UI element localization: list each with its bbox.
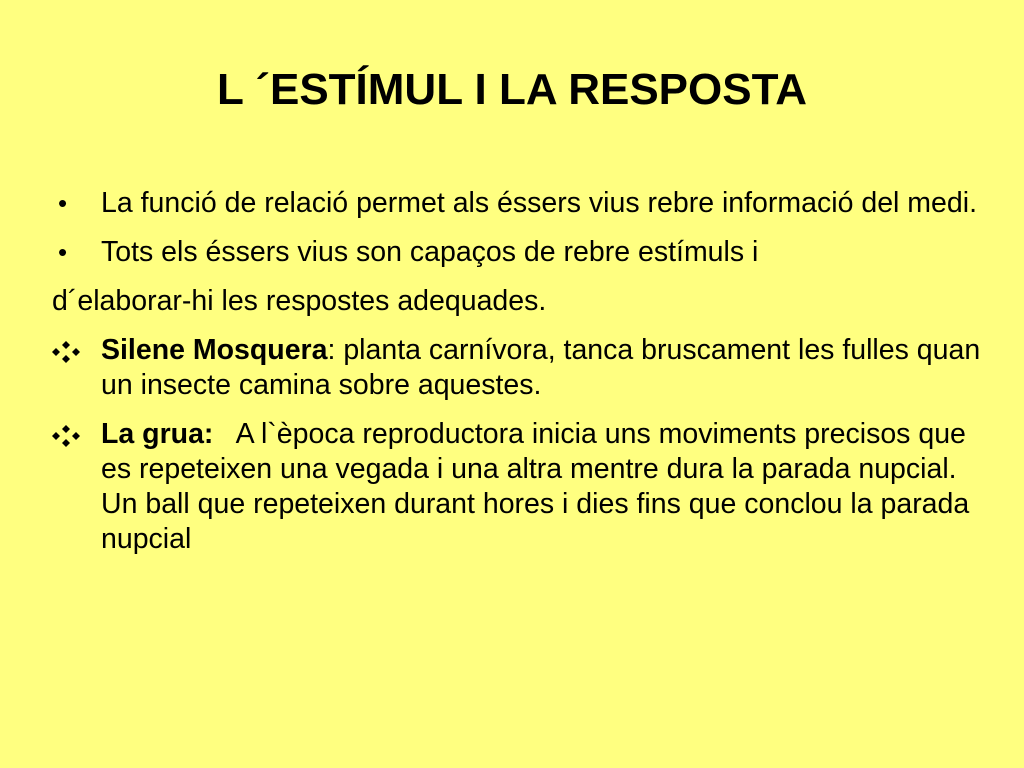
bullet-item-1-text: La funció de relació permet als éssers vius rebre informació del medi. [101, 187, 977, 219]
bullet-item-2-text: Tots els éssers vius son capaços de rebre estímuls i [101, 236, 759, 268]
slide-body [52, 186, 992, 557]
diamond-item-1-text: : planta carnívora, tanca bruscament les fulles quan un insecte camina sobre aquestes. [101, 334, 981, 401]
bullet-item-2 [52, 235, 992, 270]
diamond-item-1-term: Silene Mosquera [101, 334, 328, 366]
slide-title: L ´ESTÍMUL I LA RESPOSTA [217, 65, 807, 114]
diamond-item-2-term: La grua: [101, 418, 214, 450]
bullet-dot-icon: • [58, 188, 68, 218]
continuation-line [52, 284, 992, 319]
bullet-item-1 [52, 186, 992, 221]
bullet-dot-icon: • [58, 237, 68, 267]
diamond-item-2-text: A l`època reproductora inicia uns moviments precisos que es repeteixen una vegada i una altra mentre dura la parada nupcial. Un ball que repeteixen durant hores i dies fins que conclou la parada nupcial [101, 418, 978, 555]
diamond-item-2 [52, 417, 992, 557]
continuation-line-text: d´elaborar-hi les respostes adequades. [52, 285, 547, 317]
diamond-item-1 [52, 333, 992, 403]
